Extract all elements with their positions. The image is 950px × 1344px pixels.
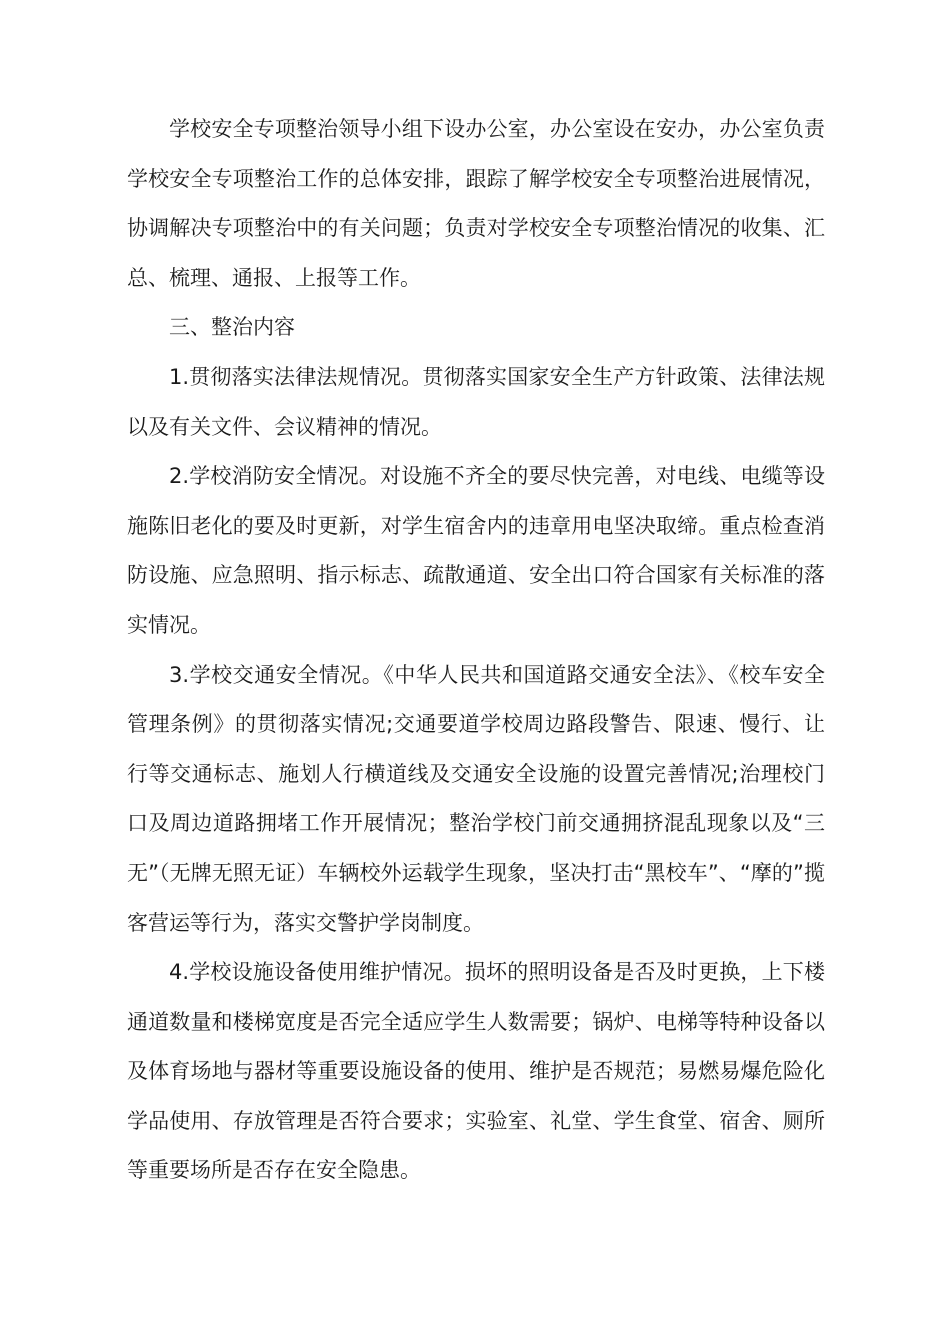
- document-body: [127, 105, 825, 1196]
- paragraph-traffic-safety: 3.学校交通安全情况。《中华人民共和国道路交通安全法》、《校车安全管理条例》的贯彻落实情况;交通要道学校周边路段警告、限速、慢行、让行等交通标志、施划人行横道线及交通安全设施的设置完善情况;治理校门口及周边道路拥堵工作开展情况；整治学校门前交通拥挤混乱现象以及“三无”（无牌无照无证）车辆校外运载学生现象，坚决打击“黑校车”、“摩的”揽客营运等行为，落实交警护学岗制度。: [127, 662, 825, 935]
- paragraph-office-duties: 学校安全专项整治领导小组下设办公室，办公室设在安办，办公室负责学校安全专项整治工作的总体安排，跟踪了解学校安全专项整治进展情况，协调解决专项整治中的有关问题；负责对学校安全专项整治情况的收集、汇总、梳理、通报、上报等工作。: [127, 117, 825, 290]
- section-heading-rectification-content: 三、整治内容: [169, 315, 295, 340]
- paragraph-fire-safety: 2.学校消防安全情况。对设施不齐全的要尽快完善，对电线、电缆等设施陈旧老化的要及时更新，对学生宿舍内的违章用电坚决取缔。重点检查消防设施、应急照明、指示标志、疏散通道、安全出口符合国家有关标准的落实情况。: [127, 464, 825, 637]
- paragraph-facility-maintenance: 4.学校设施设备使用维护情况。损坏的照明设备是否及时更换，上下楼通道数量和楼梯宽度是否完全适应学生人数需要；锅炉、电梯等特种设备以及体育场地与器材等重要设施设备的使用、维护是否规范；易燃易爆危险化学品使用、存放管理是否符合要求；实验室、礼堂、学生食堂、宿舍、厕所等重要场所是否存在安全隐患。: [127, 960, 825, 1183]
- paragraph-laws-regulations: 1.贯彻落实法律法规情况。贯彻落实国家安全生产方针政策、法律法规以及有关文件、会议精神的情况。: [127, 364, 825, 439]
